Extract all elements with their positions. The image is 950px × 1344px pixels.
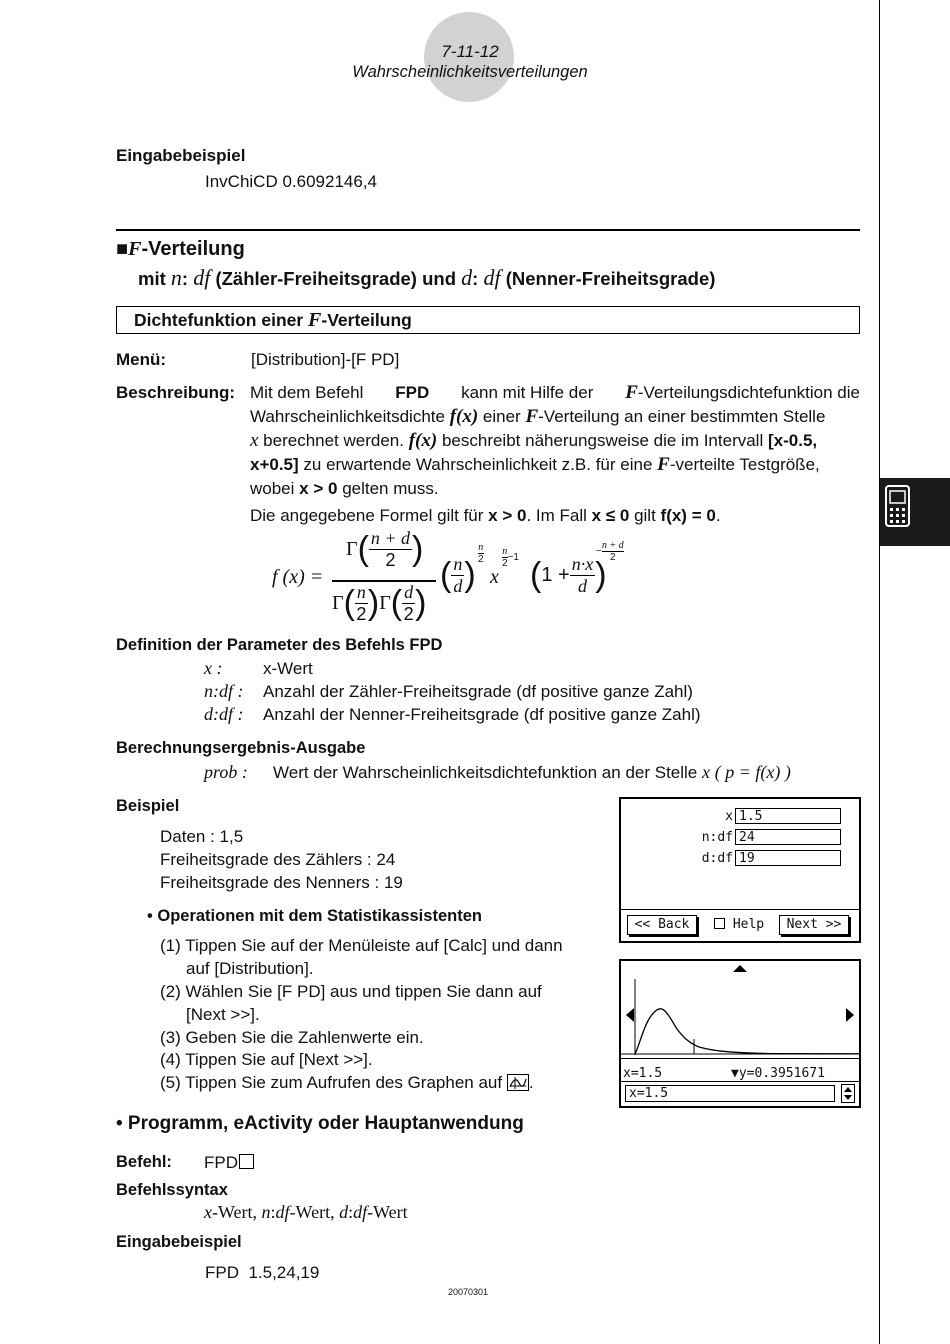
section-subtitle: [138, 265, 715, 291]
exp2-two: 2: [502, 558, 508, 569]
x-term: x: [490, 566, 499, 588]
box-f: F: [308, 309, 322, 331]
command-value: [204, 1151, 254, 1174]
step-1-cont: auf [Distribution].: [186, 959, 314, 978]
d5c: gelten muss.: [342, 479, 439, 498]
trace-input[interactable]: x=1.5: [625, 1085, 835, 1102]
d5b: x > 0: [299, 479, 338, 498]
param-desc-x: x-Wert: [263, 659, 313, 678]
syn-g: d: [339, 1202, 349, 1222]
title-rest: -Verteilung: [141, 238, 245, 260]
subtitle-colon-2: :: [472, 268, 479, 289]
exp3-two: 2: [609, 552, 616, 563]
d2c: einer: [482, 407, 521, 426]
box-post: -Verteilung: [321, 310, 412, 330]
wizard-screen: [619, 797, 861, 943]
d1b: FPD: [395, 383, 430, 402]
d3c: f(x): [408, 430, 438, 451]
menu-label: Menü:: [116, 350, 167, 369]
section-marker: ■: [116, 238, 129, 260]
description-line-5: [250, 477, 439, 500]
syn-f: -Wert,: [289, 1202, 335, 1222]
syn-a: x: [204, 1202, 212, 1222]
param-desc-ddf: Anzahl der Nenner-Freiheitsgrade (df positive ganze Zahl): [263, 705, 701, 724]
gamma-3: Γ: [379, 591, 391, 614]
power-exponent: [596, 540, 624, 563]
ratio-term: ( $\frac{n}{d}$ ): [440, 554, 476, 596]
gamma-1: Γ: [346, 537, 358, 560]
param-sym-ddf: d:df :: [204, 704, 244, 724]
section-divider: [116, 229, 860, 231]
description-label: Beschreibung:: [116, 383, 236, 402]
numerator: Γ( $\frac{n + d}{2}$ ): [346, 528, 424, 570]
d1c: kann mit Hilfe der: [461, 383, 594, 402]
exp2-n: n: [502, 546, 508, 557]
label-ndf: n:df: [701, 830, 733, 845]
example-heading: Beispiel: [116, 797, 180, 815]
description-line-1: [250, 381, 860, 404]
chapter-tab: [880, 478, 950, 546]
d4b: zu erwartende Wahrscheinlichkeit z.B. für eine: [303, 455, 653, 474]
subtitle-df-2: df: [483, 265, 501, 290]
step-2: (2) Wählen Sie [F PD] aus und tippen Sie dann auf: [160, 982, 542, 1001]
description-line-2: [250, 405, 825, 428]
syn-i: df: [353, 1202, 368, 1222]
subtitle-mit: mit: [138, 268, 166, 289]
d6b: x > 0: [488, 506, 527, 525]
step-4: (4) Tippen Sie auf [Next >>].: [160, 1050, 373, 1069]
example-line-3: Freiheitsgrade des Nenners : 19: [160, 873, 403, 892]
density-curve: [635, 1009, 859, 1054]
exp3-minus: −: [596, 546, 602, 557]
graph-input-divider: [621, 1081, 859, 1082]
command-name: FPD: [204, 1153, 238, 1172]
page-number: 7-11-12: [441, 42, 499, 61]
density-formula: [270, 526, 650, 630]
help-checkbox-box[interactable]: [714, 918, 725, 929]
d3e: [x-0.5,: [767, 431, 818, 450]
d6a: Die angegebene Formel gilt für: [250, 506, 484, 525]
step-5: [160, 1071, 534, 1094]
graph-icon: [507, 1074, 529, 1091]
one-plus: 1 +: [541, 564, 570, 586]
description-line-6: [250, 504, 721, 527]
num-n-plus-d: n + d: [370, 528, 411, 548]
label-x: x: [725, 809, 733, 824]
den-d: d: [404, 582, 414, 602]
input-example-label: Eingabebeispiel: [116, 1233, 242, 1251]
den-n: n: [356, 582, 366, 602]
gamma-2: Γ: [332, 591, 344, 614]
d2e: -Verteilung an einer bestimmten Stelle: [538, 407, 826, 426]
trace-x: x=1.5: [623, 1066, 663, 1081]
operations-heading: • Operationen mit dem Statistikassistenten: [147, 907, 482, 925]
num-two: 2: [385, 550, 396, 570]
scroll-up-arrow[interactable]: [733, 965, 747, 972]
d6e: gilt: [634, 506, 656, 525]
graph-screen: [619, 959, 861, 1108]
d6g: .: [715, 506, 721, 525]
menu-value: [Distribution]-[F PD]: [251, 350, 400, 369]
trace-y: ▼y=0.3951671: [731, 1066, 825, 1081]
subtitle-denominator: (Nenner-Freiheitsgrade): [505, 268, 716, 289]
syntax-label: Befehlssyntax: [116, 1181, 228, 1199]
section-title: [116, 238, 245, 261]
scroll-left-arrow[interactable]: [626, 1008, 634, 1022]
footer-code: 20070301: [447, 1287, 489, 1297]
d2a: Wahrscheinlichkeitsdichte: [250, 407, 445, 426]
command-label: Befehl:: [116, 1153, 172, 1171]
nx: n·x: [571, 554, 594, 574]
example-line-1: Daten : 1,5: [160, 827, 244, 846]
d3a: x: [250, 430, 259, 451]
syn-j: -Wert: [367, 1202, 408, 1222]
exp2-minus1: −1: [507, 552, 519, 563]
d3d: beschreibt näherungsweise die im Intervall: [441, 431, 764, 450]
d6c: . Im Fall: [526, 506, 587, 525]
subtitle-numerator: (Zähler-Freiheitsgrade) und: [215, 268, 456, 289]
back-button[interactable]: << Back: [627, 915, 697, 935]
description-line-4: [250, 453, 820, 476]
d1a: Mit dem Befehl: [250, 383, 364, 402]
parameters-heading: Definition der Parameter des Befehls FPD: [116, 636, 443, 654]
up-down-arrow-icon: [842, 1085, 854, 1102]
ratio-d: d: [453, 576, 463, 596]
exp1-two: 2: [478, 554, 484, 565]
stepper-button[interactable]: [841, 1084, 855, 1103]
output-heading: Berechnungsergebnis-Ausgabe: [116, 739, 366, 757]
syn-d: :: [270, 1202, 276, 1222]
subtitle-df-1: df: [193, 265, 211, 290]
syn-b: -Wert,: [212, 1202, 258, 1222]
step-1: (1) Tippen Sie auf der Menüleiste auf [Calc] und dann: [160, 936, 563, 955]
ndf-input[interactable]: 24: [735, 829, 841, 845]
wizard-divider: [621, 909, 859, 910]
output-desc: [273, 761, 791, 784]
step-5-end: .: [528, 1073, 534, 1092]
d6f: f(x) = 0: [660, 506, 716, 525]
d4c: F: [657, 454, 670, 475]
den-two-1: 2: [356, 604, 367, 624]
input-example-value: FPD 1.5,24,19: [205, 1263, 320, 1282]
denominator: Γ( $\frac{n}{2}$ )Γ( $\frac{d}{2}$ ): [332, 582, 427, 624]
syn-h: :: [348, 1202, 354, 1222]
d4d: -verteilte Testgröße,: [669, 455, 820, 474]
description-line-3: [250, 429, 817, 452]
help-checkbox[interactable]: [714, 917, 764, 932]
nx-d: d: [577, 576, 587, 596]
subtitle-colon-1: :: [181, 268, 189, 289]
ratio-exponent: [478, 542, 484, 565]
den-two-2: 2: [403, 604, 414, 624]
example-label: Eingabebeispiel: [116, 146, 246, 165]
d2d: F: [525, 406, 539, 427]
syn-c: n: [261, 1202, 271, 1222]
step-3: (3) Geben Sie die Zahlenwerte ein.: [160, 1028, 424, 1047]
formula-lhs: f (x) =: [272, 566, 324, 588]
syntax-value: [204, 1202, 408, 1223]
syn-e: df: [275, 1202, 290, 1222]
d6d: x ≤ 0: [591, 506, 630, 525]
next-button[interactable]: Next >>: [779, 915, 849, 935]
calculator-icon: [880, 478, 950, 546]
box-pre: Dichtefunktion einer: [134, 310, 309, 330]
output-formula: ( p = f(x) ): [714, 762, 791, 782]
section-header: Wahrscheinlichkeitsverteilungen: [352, 63, 588, 81]
step-5-text: (5) Tippen Sie zum Aufrufen des Graphen auf: [160, 1073, 503, 1092]
ratio-n: n: [453, 554, 463, 574]
x-input[interactable]: 1.5: [735, 808, 841, 824]
x-exponent: [502, 546, 519, 569]
graph-status-divider: [621, 1058, 859, 1059]
exp3-n-plus-d: n + d: [601, 540, 624, 551]
d4a: x+0.5]: [250, 455, 299, 474]
help-label: Help: [732, 917, 765, 932]
d5a: wobei: [250, 479, 295, 498]
space-symbol: [239, 1154, 254, 1169]
output-sym: prob :: [204, 762, 248, 782]
param-sym-ndf: n:df :: [204, 681, 244, 701]
output-x: x: [702, 762, 710, 782]
example-command: InvChiCD 0.6092146,4: [205, 172, 378, 191]
right-margin-rule: [879, 0, 880, 1344]
param-sym-x: x :: [204, 658, 223, 678]
subtitle-d: d: [461, 265, 473, 290]
output-desc-text: Wert der Wahrscheinlichkeitsdichtefunktion an der Stelle: [273, 763, 698, 782]
density-graph: [621, 961, 859, 1059]
d1d: F: [625, 382, 638, 403]
power-term: (1 + $\frac{n\cdot x}{d}$ ): [530, 554, 607, 596]
subsection-title: [134, 309, 412, 332]
param-desc-ndf: Anzahl der Zähler-Freiheitsgrade (df positive ganze Zahl): [263, 682, 693, 701]
d2b: f(x): [449, 406, 479, 427]
scroll-right-arrow[interactable]: [846, 1008, 854, 1022]
program-heading: • Programm, eActivity oder Hauptanwendung: [116, 1113, 524, 1134]
subtitle-n: n: [170, 265, 182, 290]
d3b: berechnet werden.: [263, 431, 404, 450]
label-ddf: d:df: [701, 851, 733, 866]
example-line-2: Freiheitsgrade des Zählers : 24: [160, 850, 396, 869]
ddf-input[interactable]: 19: [735, 850, 841, 866]
step-2-cont: [Next >>].: [186, 1005, 260, 1024]
d1e: -Verteilungsdichtefunktion die: [637, 383, 860, 402]
title-f: F: [128, 238, 142, 260]
exp1-n: n: [478, 542, 484, 553]
